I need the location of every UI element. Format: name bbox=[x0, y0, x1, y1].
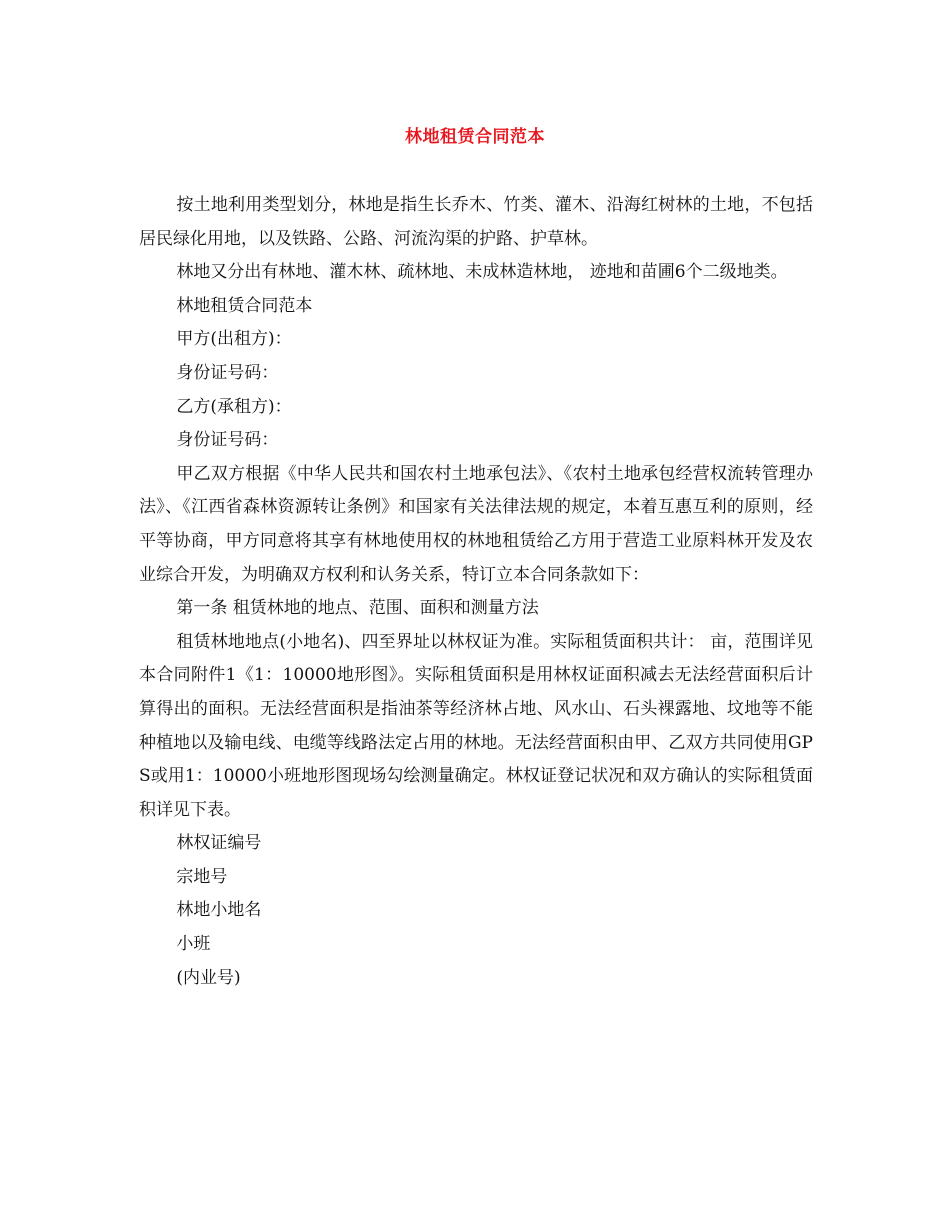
paragraph: 甲方(出租方)： bbox=[176, 329, 292, 350]
paragraph: 租赁林地地点(小地名)、四至界址以林权证为准。实际租赁面积共计： 亩，范围详见本合同附件1《1：10000地形图》。实际租赁面积是用林权证面积减去无法经营面积后计算得出的面积。无法经营面积是指油茶等经济林占地、风水山、石头裸露地、坟地等不能种植地以及输电线、电缆等线路法定占用的林地。无法经营面积由甲、乙双方共同使用GPS或用1：10000小班地形图现场勾绘测量确定。林权证登记状况和双方确认的实际租赁面积详见下表。 bbox=[139, 631, 813, 820]
table-label: 林权证编号 bbox=[176, 833, 262, 854]
document-body bbox=[139, 189, 813, 995]
paragraph: 乙方(承租方)： bbox=[176, 396, 292, 417]
table-label: (内业号) bbox=[176, 967, 241, 988]
section-heading: 第一条 租赁林地的地点、范围、面积和测量方法 bbox=[176, 598, 539, 619]
table-label: 宗地号 bbox=[176, 866, 228, 887]
paragraph: 林地又分出有林地、灌木林、疏林地、未成林造林地， 迹地和苗圃6个二级地类。 bbox=[176, 262, 788, 283]
paragraph: 身份证号码： bbox=[176, 430, 279, 451]
paragraph: 林地租赁合同范本 bbox=[176, 295, 313, 316]
document-title: 林地租赁合同范本 bbox=[405, 127, 545, 147]
paragraph: 身份证号码： bbox=[176, 362, 279, 383]
table-label: 小班 bbox=[176, 934, 211, 955]
table-label: 林地小地名 bbox=[176, 900, 262, 921]
paragraph: 按土地利用类型划分，林地是指生长乔木、竹类、灌木、沿海红树林的土地，不包括居民绿化用地，以及铁路、公路、河流沟渠的护路、护草林。 bbox=[139, 195, 813, 249]
paragraph: 甲乙双方根据《中华人民共和国农村土地承包法》、《农村土地承包经营权流转管理办法》、《江西省森林资源转让条例》和国家有关法律法规的规定，本着互惠互利的原则，经平等协商，甲方同意将其享有林地使用权的林地租赁给乙方用于营造工业原料林开发及农业综合开发，为明确双方权利和认务关系，特订立本合同条款如下： bbox=[139, 463, 813, 585]
